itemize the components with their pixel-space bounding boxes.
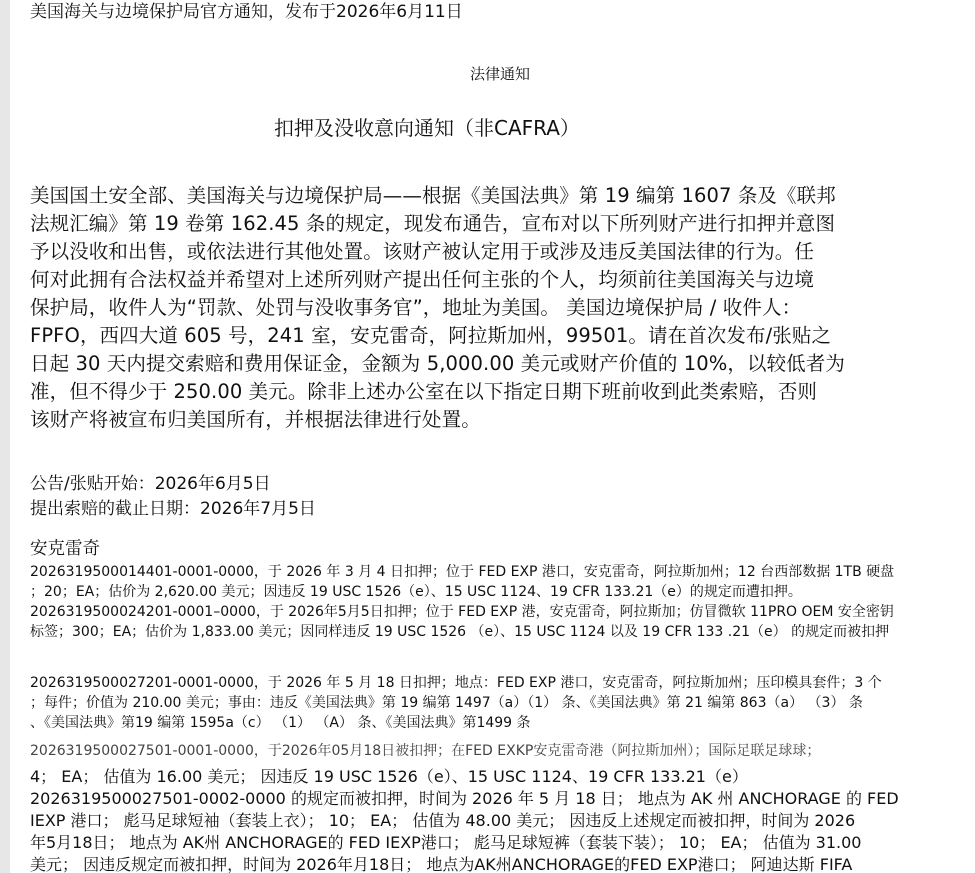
- entry-line: 2026319500027501-0002-0000 的规定而被扣押，时间为 2026 年 5 月 18 日； 地点为 AK 州 ANCHORAGE 的 FED: [30, 789, 899, 808]
- notice-header: 美国海关与边境保护局官方通知，发布于2026年6月11日: [30, 2, 463, 22]
- body-line: 予以没收和出售，或依法进行其他处置。该财产被认定用于或涉及违反美国法律的行为。任: [30, 240, 815, 263]
- left-edge-strip: [0, 0, 10, 873]
- entry-line: IEXP 港口； 彪马足球短袖（套装上衣）； 10； EA； 估值为 48.00 美元； 因违反上述规定而被扣押，时间为 2026: [30, 811, 856, 830]
- body-line: FPFO，西四大道 605 号，241 室，安克雷奇，阿拉斯加州，99501。请在首次发布/张贴之: [30, 324, 832, 347]
- seizure-entry: [30, 766, 968, 873]
- entry-line: 2026319500027201-0001-0000，于 2026 年 5 月 18 日扣押；地点：FED EXP 港口，安克雷奇，阿拉斯加州；压印模具套件；3 个: [30, 675, 882, 691]
- body-line: 该财产将被宣布归美国所有，并根据法律进行处置。: [30, 408, 481, 431]
- entry-line: 、《美国法典》第19 编第 1595a（c） （1） （A） 条、《美国法典》第1499 条: [30, 715, 531, 731]
- entry-line: ；20；EA；估价为 2,620.00 美元；因违反 19 USC 1526（e）、15 USC 1124、19 CFR 133.21（e）的规定而遭扣押。: [30, 584, 802, 600]
- entry-line: 2026319500027501-0001-0000，于2026年05月18日被扣押；在FED EXKP安克雷奇港（阿拉斯加州）；国际足联足球球；: [30, 743, 821, 759]
- city-heading: 安克雷奇: [30, 539, 100, 559]
- body-line: 保护局，收件人为“罚款、处罚与没收事务官”，地址为美国。 美国边境保护局 / 收件人：: [30, 296, 802, 319]
- notice-body: [30, 182, 970, 434]
- seizure-entry: [30, 562, 968, 602]
- entry-line: 2026319500014401-0001-0000，于 2026 年 3 月 4 日扣押；位于 FED EXP 港口，安克雷奇，阿拉斯加州；12 台西部数据 1TB 硬盘: [30, 564, 895, 580]
- entry-line: 标签；300；EA；估价为 1,833.00 美元；因同样违反 19 USC 1526 （e）、15 USC 1124 以及 19 CFR 133 .21（e） 的规定而被扣押: [30, 624, 890, 640]
- notice-label: 法律通知: [469, 65, 530, 83]
- date-block: [30, 472, 316, 522]
- body-line: 法规汇编》第 19 卷第 162.45 条的规定，现发布通告，宣布对以下所列财产进行扣押并意图: [30, 212, 836, 235]
- claim-deadline-date: 提出索赔的截止日期：2026年7月5日: [30, 499, 316, 519]
- seizure-entry: [30, 602, 968, 642]
- body-line: 日起 30 天内提交索赔和费用保证金，金额为 5,000.00 美元或财产价值的 10%，以较低者为: [30, 352, 845, 375]
- seizure-entry: [30, 741, 968, 761]
- entry-line: 4； EA； 估值为 16.00 美元； 因违反 19 USC 1526（e）、15 USC 1124、19 CFR 133.21（e）: [30, 767, 748, 786]
- posting-start-date: 公告/张贴开始：2026年6月5日: [30, 474, 271, 494]
- body-line: 美国国土安全部、美国海关与边境保护局——根据《美国法典》第 19 编第 1607 条及《联邦: [30, 184, 836, 207]
- body-line: 何对此拥有合法权益并希望对上述所列财产提出任何主张的个人，均须前往美国海关与边境: [30, 268, 815, 291]
- seizure-entry: [30, 673, 968, 733]
- entry-line: 年5月18日； 地点为 AK州 ANCHORAGE的 FED IEXP港口； 彪马足球短裤（套装下装）； 10； EA； 估值为 31.00: [30, 833, 862, 852]
- entry-line: 美元； 因违反规定而被扣押，时间为 2026年月18日； 地点为AK州ANCHORAGE的FED EXP港口； 阿迪达斯 FIFA: [30, 855, 853, 873]
- entry-line: ；每件；价值为 210.00 美元；事由：违反《美国法典》第 19 编第 1497（a）（1） 条、《美国法典》第 21 编第 863（a） （3） 条: [30, 695, 863, 711]
- body-line: 准，但不得少于 250.00 美元。除非上述办公室在以下指定日期下班前收到此类索赔，否则: [30, 380, 818, 403]
- entry-line: 2026319500024201-0001–0000，于 2026年5月5日扣押；位于 FED EXP 港，安克雷奇，阿拉斯加；仿冒微软 11PRO OEM 安全密钥: [30, 604, 894, 620]
- notice-title: 扣押及没收意向通知（非CAFRA）: [274, 116, 580, 140]
